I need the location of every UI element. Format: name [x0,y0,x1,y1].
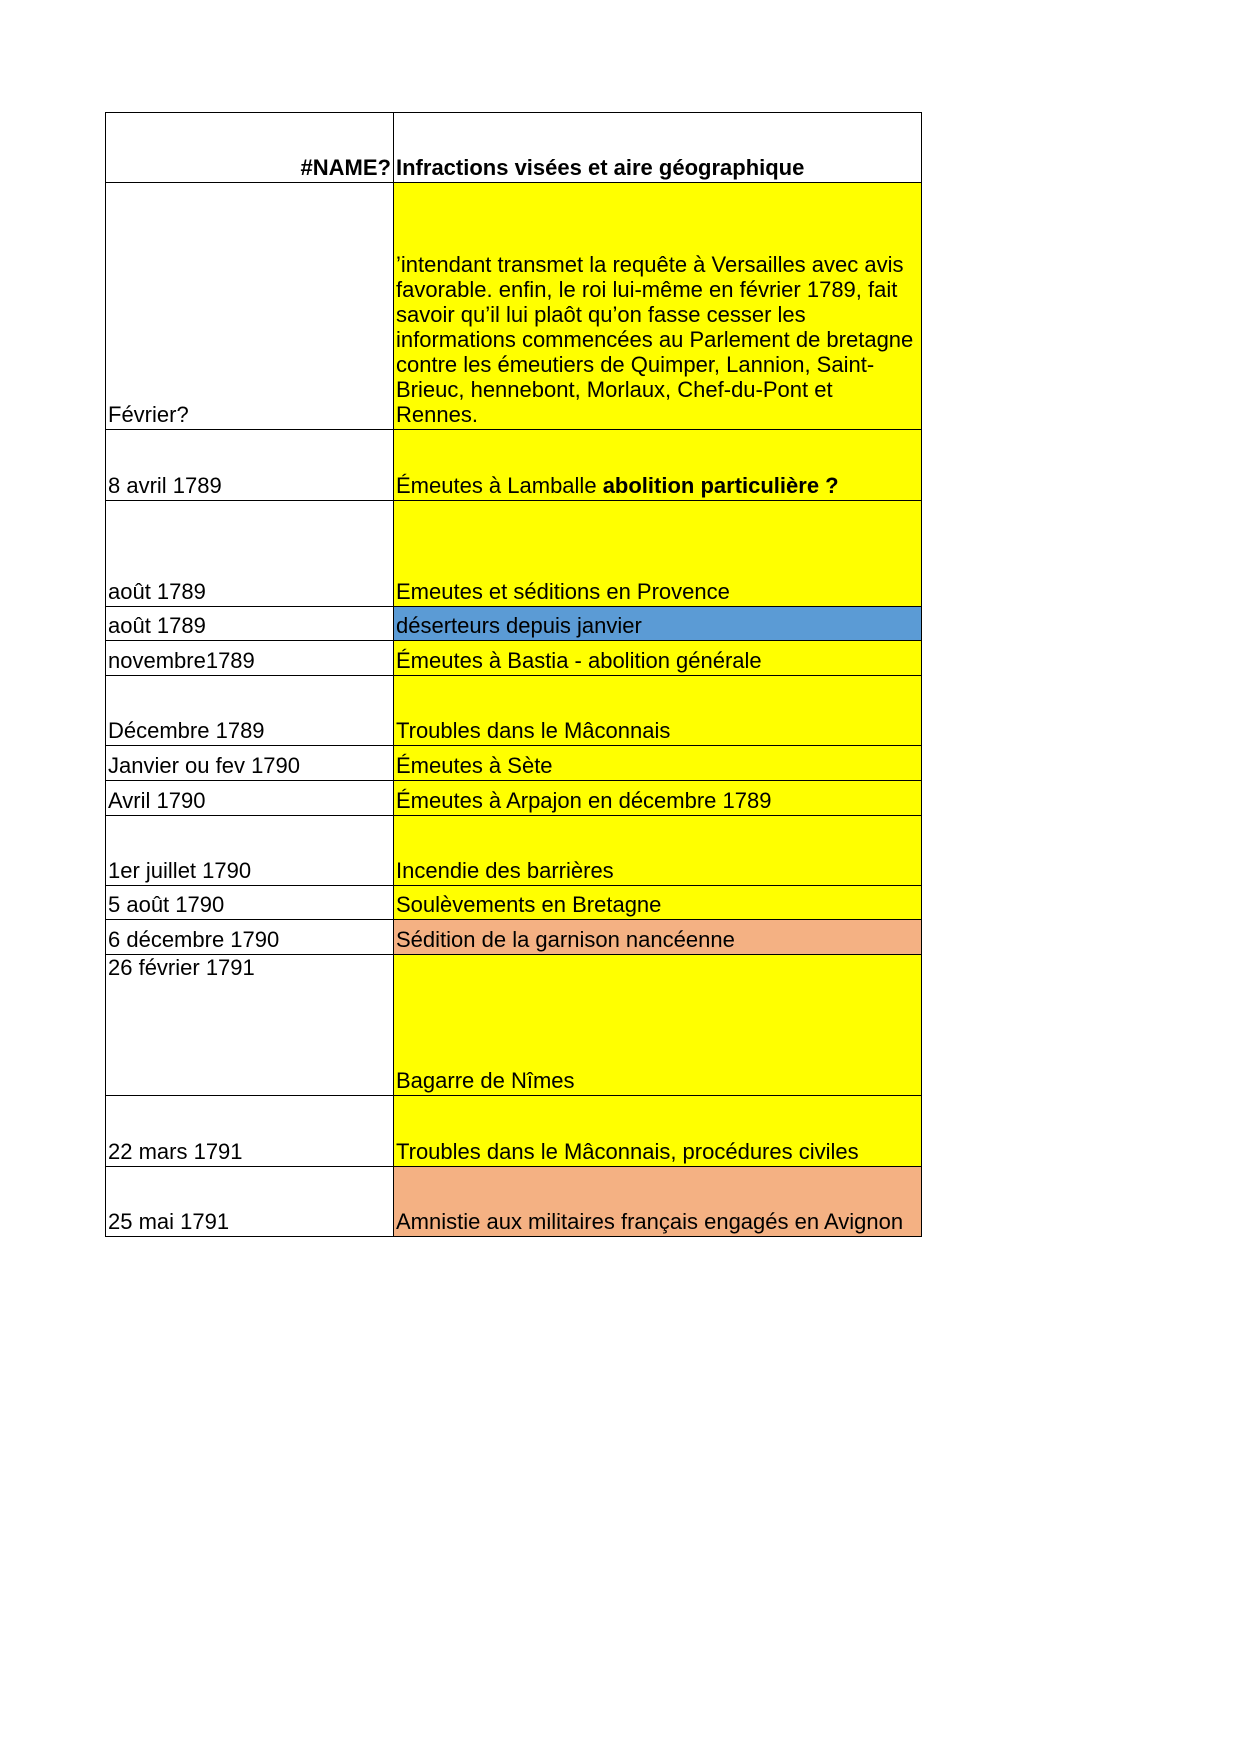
table-row [106,886,922,920]
description-cell[interactable]: Émeutes à Bastia - abolition générale [394,641,922,676]
description-text: Émeutes à Lamballe [396,473,597,498]
date-cell[interactable]: Janvier ou fev 1790 [106,746,394,781]
date-cell[interactable]: 8 avril 1789 [106,430,394,501]
description-cell[interactable]: Émeutes à Sète [394,746,922,781]
description-cell[interactable]: Incendie des barrières [394,816,922,886]
date-cell[interactable]: 25 mai 1791 [106,1167,394,1237]
date-cell[interactable]: novembre1789 [106,641,394,676]
description-cell[interactable]: Amnistie aux militaires français engagés en Avignon [394,1167,922,1237]
table-row [106,607,922,641]
description-cell[interactable]: Troubles dans le Mâconnais, procédures civiles [394,1096,922,1167]
date-cell[interactable]: Février? [106,183,394,430]
description-cell[interactable]: Émeutes à Arpajon en décembre 1789 [394,781,922,816]
description-bold-text: abolition particulière ? [602,473,839,498]
description-cell[interactable]: Sédition de la garnison nancéenne [394,920,922,955]
header-date-cell[interactable]: #NAME? [106,113,394,183]
table-row [106,1096,922,1167]
table-row [106,183,922,430]
table-row [106,746,922,781]
date-cell[interactable]: Avril 1790 [106,781,394,816]
description-cell[interactable]: ’intendant transmet la requête à Versailles avec avis favorable. enfin, le roi lui-même en février 1789, fait savoir qu’il lui plaôt qu’on fasse cesser les informations commencées au Parlement de bretagne contre les émeutiers de Quimper, Lannion, Saint-Brieuc, hennebont, Morlaux, Chef-du-Pont et Rennes. [394,183,922,430]
table-row [106,955,922,1096]
description-cell[interactable]: Bagarre de Nîmes [394,955,922,1096]
amnesty-table [105,112,922,1237]
table-row [106,501,922,607]
date-cell[interactable]: 5 août 1790 [106,886,394,920]
description-cell[interactable] [394,430,922,501]
date-cell[interactable]: Décembre 1789 [106,676,394,746]
header-infractions-cell[interactable]: Infractions visées et aire géographique [394,113,922,183]
table-row [106,1167,922,1237]
description-cell[interactable]: Soulèvements en Bretagne [394,886,922,920]
date-cell[interactable]: 6 décembre 1790 [106,920,394,955]
date-cell[interactable]: août 1789 [106,501,394,607]
table-row [106,781,922,816]
table-row [106,816,922,886]
date-cell[interactable]: août 1789 [106,607,394,641]
header-row [106,113,922,183]
description-cell[interactable]: déserteurs depuis janvier [394,607,922,641]
date-cell[interactable]: 26 février 1791 [106,955,394,1096]
date-cell[interactable]: 1er juillet 1790 [106,816,394,886]
date-cell[interactable]: 22 mars 1791 [106,1096,394,1167]
description-cell[interactable]: Troubles dans le Mâconnais [394,676,922,746]
table-row [106,920,922,955]
table-row [106,430,922,501]
description-cell[interactable]: Emeutes et séditions en Provence [394,501,922,607]
table-row [106,676,922,746]
table-row [106,641,922,676]
